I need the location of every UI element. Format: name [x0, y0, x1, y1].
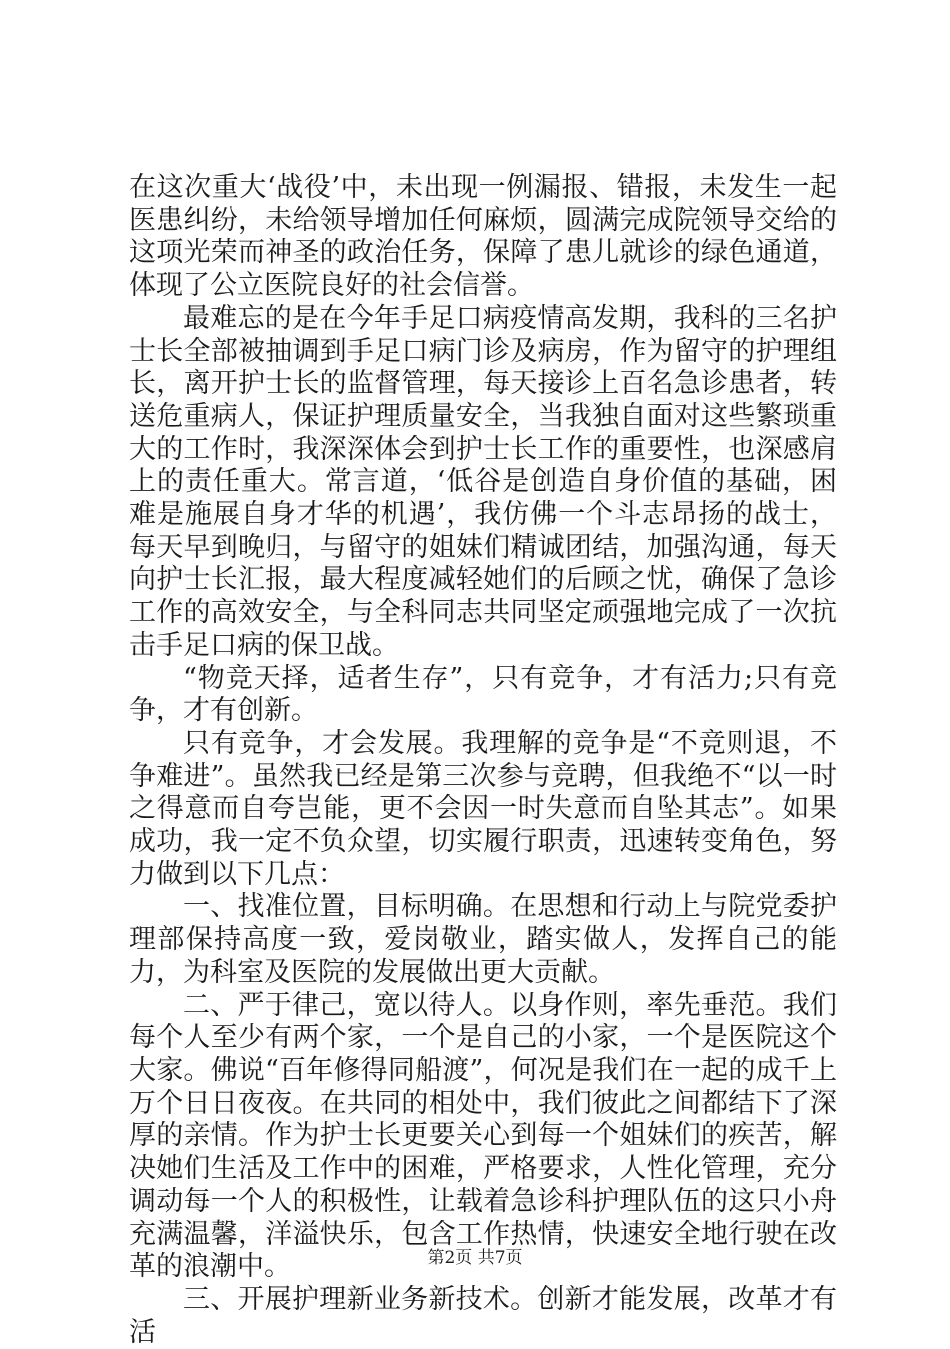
paragraph-6: 二、严于律己，宽以待人。以身作则，率先垂范。我们每个人至少有两个家，一个是自己的小家，一个是医院这个大家。佛说“百年修得同船渡”，何况是我们在一起的成千上万个日日夜夜。在共同的相处中，我们彼此之间都结下了深厚的亲情。作为护士长更要关心到每一个姐妹们的疾苦，解决她们生活及工作中的困难，严格要求，人性化管理，充分调动每一个人的积极性，让载着急诊科护理队伍的这只小舟充满温馨，洋溢快乐，包含工作热情，快速安全地行驶在改革的浪潮中。: [129, 989, 837, 1283]
paragraph-7: 三、开展护理新业务新技术。创新才能发展，改革才有活: [129, 1283, 837, 1348]
paragraph-5: 一、找准位置，目标明确。在思想和行动上与院党委护理部保持高度一致，爱岗敬业，踏实做人，发挥自己的能力，为科室及医院的发展做出更大贡献。: [129, 891, 837, 988]
paragraph-1: 在这次重大‘战役’中，未出现一例漏报、错报，未发生一起医患纠纷，未给领导增加任何麻烦，圆满完成院领导交给的这项光荣而神圣的政治任务，保障了患儿就诊的绿色通道，体现了公立医院良好的社会信誉。: [129, 172, 837, 302]
paragraph-4: 只有竞争，才会发展。我理解的竞争是“不竞则退，不争难进”。虽然我已经是第三次参与竞聘，但我绝不“以一时之得意而自夸岂能，更不会因一时失意而自坠其志”。如果成功，我一定不负众望，切实履行职责，迅速转变角色，努力做到以下几点：: [129, 727, 837, 890]
paragraph-2: 最难忘的是在今年手足口病疫情高发期，我科的三名护士长全部被抽调到手足口病门诊及病房，作为留守的护理组长，离开护士长的监督管理，每天接诊上百名急诊患者，转送危重病人，保证护理质量安全，当我独自面对这些繁琐重大的工作时，我深深体会到护士长工作的重要性，也深感肩上的责任重大。常言道，‘低谷是创造自身价值的基础，困难是施展自身才华的机遇’，我仿佛一个斗志昂扬的战士，每天早到晚归，与留守的姐妹们精诚团结，加强沟通，每天向护士长汇报，最大程度减轻她们的后顾之忧，确保了急诊工作的高效安全，与全科同志共同坚定顽强地完成了一次抗击手足口病的保卫战。: [129, 302, 837, 661]
page-footer: 第2页 共7页: [427, 1248, 523, 1268]
paragraph-3: “物竞天择，适者生存”，只有竞争，才有活力;只有竞争，才有创新。: [129, 662, 837, 727]
document-body: [129, 172, 837, 1349]
